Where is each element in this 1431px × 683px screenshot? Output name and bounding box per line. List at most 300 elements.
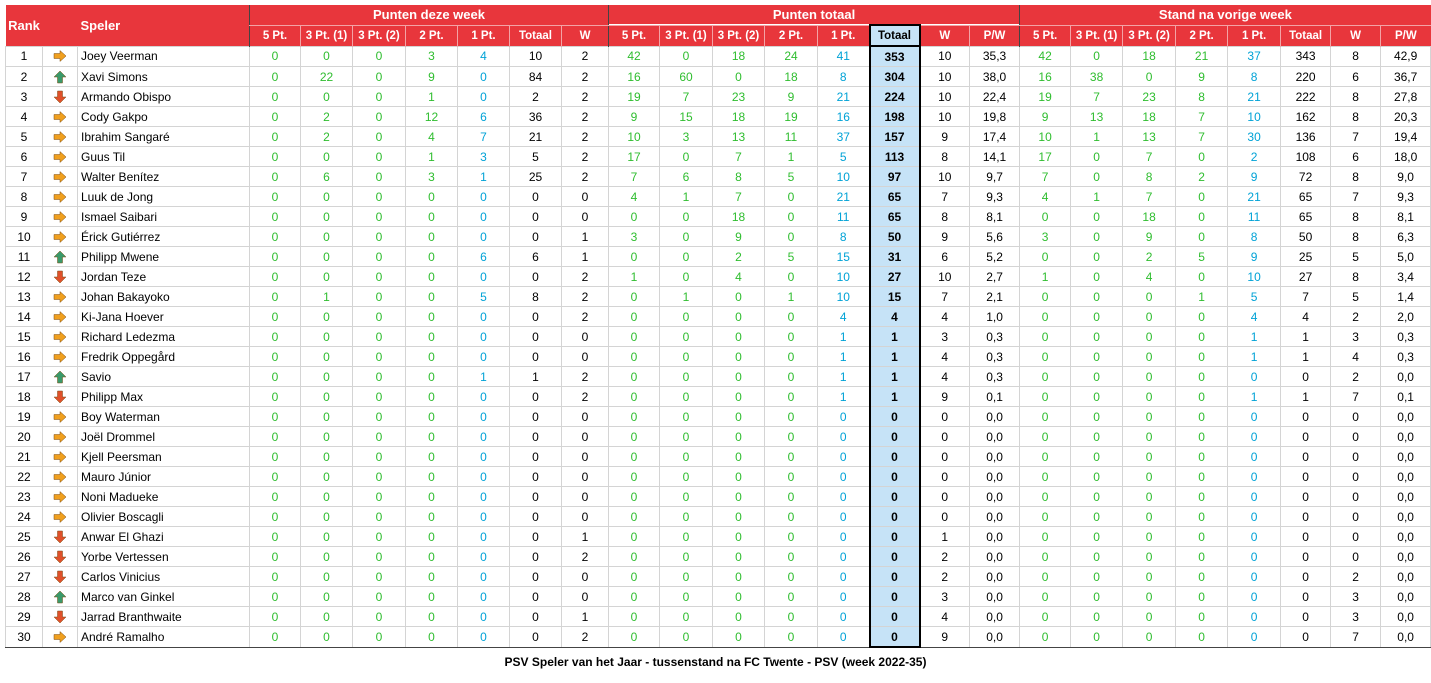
total-col-1[interactable]: 3 Pt. (1): [660, 25, 713, 46]
prev-cell: 42,9: [1381, 46, 1431, 67]
table-row[interactable]: [6, 587, 1431, 607]
total-col-4[interactable]: 1 Pt.: [818, 25, 870, 46]
week-cell: 0: [562, 327, 609, 347]
prev-cell: 9,3: [1381, 187, 1431, 207]
week-cell: 0: [562, 467, 609, 487]
prev-cell: 0: [1071, 407, 1123, 427]
prev-col-2[interactable]: 3 Pt. (2): [1123, 25, 1176, 46]
total-cell: 0: [713, 407, 765, 427]
total-cell: 0,0: [970, 607, 1020, 627]
prev-cell: 0,0: [1381, 607, 1431, 627]
total-cell: 0: [870, 407, 920, 427]
trend-same-arrow-icon: [43, 147, 78, 167]
total-cell: 0,0: [970, 427, 1020, 447]
total-cell: 0: [870, 587, 920, 607]
week-cell: 0: [562, 587, 609, 607]
week-cell: 0: [510, 527, 562, 547]
week-cell: 0: [458, 487, 510, 507]
prev-cell: 0: [1020, 607, 1071, 627]
prev-cell: 0: [1020, 587, 1071, 607]
week-cell: 0: [353, 627, 406, 648]
week-cell: 0: [406, 387, 458, 407]
total-cell: 3: [609, 227, 660, 247]
prev-cell: 17: [1020, 147, 1071, 167]
total-cell: 10: [920, 67, 970, 87]
rank-cell: 12: [6, 267, 43, 287]
rank-cell: 27: [6, 567, 43, 587]
total-cell: 0: [920, 407, 970, 427]
prev-cell: 13: [1123, 127, 1176, 147]
prev-cell: 0: [1228, 407, 1281, 427]
table-row[interactable]: [6, 107, 1431, 127]
total-cell: 0: [609, 567, 660, 587]
prev-col-4[interactable]: 1 Pt.: [1228, 25, 1281, 46]
prev-col-6[interactable]: W: [1331, 25, 1381, 46]
total-cell: 3: [920, 327, 970, 347]
prev-cell: 36,7: [1381, 67, 1431, 87]
total-cell: 7: [660, 87, 713, 107]
prev-cell: 0: [1281, 607, 1331, 627]
total-cell: 10: [920, 267, 970, 287]
prev-cell: 0: [1228, 627, 1281, 648]
prev-cell: 0: [1176, 347, 1228, 367]
week-cell: 2: [562, 267, 609, 287]
prev-cell: 0: [1176, 447, 1228, 467]
week-cell: 4: [458, 46, 510, 67]
week-cell: 10: [510, 46, 562, 67]
table-row[interactable]: [6, 407, 1431, 427]
week-cell: 0: [353, 387, 406, 407]
prev-cell: 5: [1331, 247, 1381, 267]
total-cell: 10: [818, 267, 870, 287]
week-cell: 0: [458, 187, 510, 207]
trend-same-arrow-icon: [43, 287, 78, 307]
total-col-3[interactable]: 2 Pt.: [765, 25, 818, 46]
week-cell: 0: [353, 107, 406, 127]
total-cell: 0: [660, 467, 713, 487]
prev-cell: 4: [1281, 307, 1331, 327]
trend-down-arrow-icon: [43, 527, 78, 547]
week-cell: 0: [510, 187, 562, 207]
week-cell: 0: [353, 487, 406, 507]
table-row[interactable]: [6, 87, 1431, 107]
table-row[interactable]: [6, 167, 1431, 187]
table-row[interactable]: [6, 567, 1431, 587]
prev-cell: 0: [1071, 227, 1123, 247]
prev-cell: 0: [1176, 387, 1228, 407]
prev-cell: 0: [1331, 467, 1381, 487]
total-cell: 2: [920, 567, 970, 587]
total-cell: 8: [818, 67, 870, 87]
week-cell: 7: [458, 127, 510, 147]
week-cell: 0: [353, 167, 406, 187]
week-cell: 6: [301, 167, 353, 187]
prev-cell: 0: [1071, 367, 1123, 387]
total-cell: 2: [920, 547, 970, 567]
total-col-2[interactable]: 3 Pt. (2): [713, 25, 765, 46]
trend-down-arrow-icon: [43, 387, 78, 407]
player-name: Cody Gakpo: [78, 107, 250, 127]
player-name: Érick Gutiérrez: [78, 227, 250, 247]
total-cell: 0,0: [970, 447, 1020, 467]
prev-cell: 10: [1020, 127, 1071, 147]
week-cell: 0: [510, 407, 562, 427]
table-row[interactable]: [6, 147, 1431, 167]
week-cell: 0: [458, 507, 510, 527]
total-cell: 0: [713, 467, 765, 487]
week-cell: 0: [406, 267, 458, 287]
sheet-caption: PSV Speler van het Jaar - tussenstand na FC Twente - PSV (week 2022-35): [504, 655, 927, 669]
rank-cell: 19: [6, 407, 43, 427]
player-name: Jarrad Branthwaite: [78, 607, 250, 627]
total-cell: 0,3: [970, 367, 1020, 387]
week-cell: 0: [510, 227, 562, 247]
week-cell: 0: [406, 507, 458, 527]
total-cell: 0: [765, 367, 818, 387]
table-row[interactable]: [6, 447, 1431, 467]
prev-cell: 21: [1228, 87, 1281, 107]
table-row[interactable]: [6, 247, 1431, 267]
prev-cell: 50: [1281, 227, 1331, 247]
total-cell: 8: [818, 227, 870, 247]
table-row[interactable]: [6, 487, 1431, 507]
prev-cell: 0,0: [1381, 447, 1431, 467]
week-cell: 0: [250, 347, 301, 367]
week-cell: 0: [458, 207, 510, 227]
prev-cell: 0: [1071, 607, 1123, 627]
table-row[interactable]: [6, 307, 1431, 327]
table-row[interactable]: [6, 347, 1431, 367]
week-cell: 0: [301, 387, 353, 407]
prev-cell: 0: [1281, 367, 1331, 387]
total-cell: 9: [920, 227, 970, 247]
total-cell: 0: [765, 267, 818, 287]
week-cell: 0: [510, 587, 562, 607]
week-cell: 0: [250, 547, 301, 567]
week-cell: 0: [353, 427, 406, 447]
total-cell: 7: [609, 167, 660, 187]
player-name: Anwar El Ghazi: [78, 527, 250, 547]
prev-cell: 0: [1331, 507, 1381, 527]
prev-cell: 25: [1281, 247, 1331, 267]
prev-cell: 0: [1176, 227, 1228, 247]
table-row[interactable]: [6, 207, 1431, 227]
total-cell: 0,0: [970, 487, 1020, 507]
week-cell: 2: [510, 87, 562, 107]
prev-cell: 343: [1281, 46, 1331, 67]
prev-cell: 6,3: [1381, 227, 1431, 247]
table-row[interactable]: [6, 327, 1431, 347]
total-cell: 9,3: [970, 187, 1020, 207]
prev-cell: 0: [1176, 607, 1228, 627]
prev-cell: 0: [1071, 147, 1123, 167]
prev-cell: 42: [1020, 46, 1071, 67]
week-cell: 0: [562, 447, 609, 467]
prev-cell: 0: [1176, 467, 1228, 487]
prev-cell: 0: [1123, 327, 1176, 347]
prev-cell: 8: [1331, 167, 1381, 187]
prev-cell: 16: [1020, 67, 1071, 87]
rank-cell: 6: [6, 147, 43, 167]
player-name: Noni Madueke: [78, 487, 250, 507]
prev-cell: 7: [1123, 187, 1176, 207]
prev-cell: 3: [1020, 227, 1071, 247]
total-cell: 9: [920, 127, 970, 147]
prev-cell: 0,0: [1381, 587, 1431, 607]
header-rank[interactable]: Rank: [6, 5, 43, 46]
trend-down-arrow-icon: [43, 547, 78, 567]
total-cell: 0: [713, 607, 765, 627]
prev-cell: 0: [1071, 167, 1123, 187]
total-cell: 0: [765, 407, 818, 427]
total-cell: 6: [660, 167, 713, 187]
rank-cell: 3: [6, 87, 43, 107]
prev-cell: 3: [1331, 607, 1381, 627]
week-col-2[interactable]: 3 Pt. (2): [353, 25, 406, 46]
total-cell: 4: [609, 187, 660, 207]
total-cell: 1: [660, 287, 713, 307]
prev-cell: 8: [1331, 107, 1381, 127]
table-row[interactable]: [6, 467, 1431, 487]
prev-cell: 6: [1331, 147, 1381, 167]
table-row[interactable]: [6, 427, 1431, 447]
table-row[interactable]: [6, 67, 1431, 87]
total-cell: 41: [818, 46, 870, 67]
prev-col-5[interactable]: Totaal: [1281, 25, 1331, 46]
prev-cell: 8: [1176, 87, 1228, 107]
total-col-6[interactable]: W: [920, 25, 970, 46]
rank-cell: 26: [6, 547, 43, 567]
total-cell: 0: [660, 307, 713, 327]
prev-cell: 8: [1331, 227, 1381, 247]
header-row-groups: [6, 5, 1431, 25]
week-cell: 0: [250, 447, 301, 467]
week-cell: 0: [250, 387, 301, 407]
total-cell: 0: [609, 387, 660, 407]
prev-cell: 0: [1020, 207, 1071, 227]
table-row[interactable]: [6, 46, 1431, 67]
week-cell: 6: [458, 247, 510, 267]
week-col-3[interactable]: 2 Pt.: [406, 25, 458, 46]
prev-cell: 11: [1228, 207, 1281, 227]
header-speler[interactable]: Speler: [78, 5, 250, 46]
total-cell: 0: [660, 487, 713, 507]
total-cell: 10: [818, 287, 870, 307]
total-cell: 1: [870, 387, 920, 407]
week-cell: 0: [250, 187, 301, 207]
prev-cell: 0: [1176, 307, 1228, 327]
total-cell: 0: [920, 487, 970, 507]
total-cell: 10: [920, 167, 970, 187]
week-cell: 1: [301, 287, 353, 307]
total-col-5[interactable]: Totaal: [870, 25, 920, 46]
total-cell: 0: [713, 347, 765, 367]
prev-cell: 0,0: [1381, 467, 1431, 487]
prev-cell: 0: [1331, 427, 1381, 447]
week-col-4[interactable]: 1 Pt.: [458, 25, 510, 46]
week-cell: 0: [250, 67, 301, 87]
table-row[interactable]: [6, 367, 1431, 387]
total-cell: 0: [818, 547, 870, 567]
week-cell: 0: [301, 367, 353, 387]
prev-cell: 1: [1020, 267, 1071, 287]
total-cell: 157: [870, 127, 920, 147]
prev-col-1[interactable]: 3 Pt. (1): [1071, 25, 1123, 46]
week-cell: 0: [301, 207, 353, 227]
week-cell: 1: [406, 147, 458, 167]
week-cell: 1: [458, 167, 510, 187]
week-cell: 0: [562, 207, 609, 227]
prev-cell: 0: [1020, 567, 1071, 587]
week-cell: 22: [301, 67, 353, 87]
trend-same-arrow-icon: [43, 327, 78, 347]
table-row[interactable]: [6, 607, 1431, 627]
prev-col-7[interactable]: P/W: [1381, 25, 1431, 46]
week-cell: 0: [353, 247, 406, 267]
prev-cell: 2: [1176, 167, 1228, 187]
prev-cell: 10: [1228, 107, 1281, 127]
week-cell: 1: [562, 527, 609, 547]
week-col-1[interactable]: 3 Pt. (1): [301, 25, 353, 46]
prev-cell: 0: [1331, 487, 1381, 507]
prev-cell: 18: [1123, 46, 1176, 67]
prev-cell: 222: [1281, 87, 1331, 107]
total-cell: 0: [713, 427, 765, 447]
rank-cell: 18: [6, 387, 43, 407]
week-cell: 0: [562, 347, 609, 367]
prev-cell: 0: [1281, 507, 1331, 527]
week-col-6[interactable]: W: [562, 25, 609, 46]
prev-cell: 37: [1228, 46, 1281, 67]
week-cell: 0: [406, 407, 458, 427]
week-cell: 2: [562, 127, 609, 147]
total-cell: 10: [818, 167, 870, 187]
week-cell: 0: [562, 427, 609, 447]
total-cell: 1: [870, 367, 920, 387]
prev-cell: 0,3: [1381, 347, 1431, 367]
prev-cell: 38: [1071, 67, 1123, 87]
total-col-0[interactable]: 5 Pt.: [609, 25, 660, 46]
week-cell: 0: [301, 587, 353, 607]
table-row[interactable]: [6, 187, 1431, 207]
total-cell: 0: [609, 447, 660, 467]
rank-cell: 23: [6, 487, 43, 507]
total-cell: 0: [609, 287, 660, 307]
total-cell: 0: [660, 387, 713, 407]
total-cell: 0: [765, 387, 818, 407]
prev-cell: 7: [1176, 127, 1228, 147]
week-cell: 0: [301, 347, 353, 367]
week-cell: 0: [250, 267, 301, 287]
prev-cell: 0: [1071, 46, 1123, 67]
table-row[interactable]: [6, 387, 1431, 407]
total-cell: 113: [870, 147, 920, 167]
total-cell: 0: [609, 307, 660, 327]
total-cell: 0: [713, 447, 765, 467]
rank-cell: 15: [6, 327, 43, 347]
total-cell: 0: [609, 627, 660, 648]
prev-cell: 0: [1176, 427, 1228, 447]
total-cell: 0,0: [970, 547, 1020, 567]
prev-col-3[interactable]: 2 Pt.: [1176, 25, 1228, 46]
prev-cell: 0: [1020, 327, 1071, 347]
prev-cell: 21: [1228, 187, 1281, 207]
table-row[interactable]: [6, 547, 1431, 567]
week-cell: 2: [562, 87, 609, 107]
prev-cell: 5: [1228, 287, 1281, 307]
table-row[interactable]: [6, 507, 1431, 527]
total-cell: 23: [713, 87, 765, 107]
week-cell: 0: [301, 627, 353, 648]
week-cell: 0: [510, 467, 562, 487]
week-cell: 2: [562, 547, 609, 567]
prev-cell: 0: [1331, 547, 1381, 567]
total-cell: 5: [765, 247, 818, 267]
table-row[interactable]: [6, 227, 1431, 247]
trend-same-arrow-icon: [43, 187, 78, 207]
week-cell: 0: [353, 267, 406, 287]
table-row[interactable]: [6, 527, 1431, 547]
trend-same-arrow-icon: [43, 507, 78, 527]
prev-cell: 0: [1123, 347, 1176, 367]
table-row[interactable]: [6, 267, 1431, 287]
week-cell: 0: [301, 407, 353, 427]
table-row[interactable]: [6, 287, 1431, 307]
total-cell: 37: [818, 127, 870, 147]
total-cell: 0,3: [970, 327, 1020, 347]
total-cell: 0: [660, 587, 713, 607]
total-cell: 0: [609, 487, 660, 507]
prev-cell: 0: [1123, 567, 1176, 587]
total-cell: 1: [920, 527, 970, 547]
total-cell: 0: [660, 607, 713, 627]
total-cell: 7: [713, 187, 765, 207]
prev-cell: 5: [1176, 247, 1228, 267]
total-cell: 0: [713, 327, 765, 347]
week-cell: 0: [458, 587, 510, 607]
week-cell: 0: [353, 467, 406, 487]
prev-cell: 0: [1228, 607, 1281, 627]
week-cell: 36: [510, 107, 562, 127]
prev-col-0[interactable]: 5 Pt.: [1020, 25, 1071, 46]
total-cell: 3: [660, 127, 713, 147]
total-col-7[interactable]: P/W: [970, 25, 1020, 46]
total-cell: 9: [765, 87, 818, 107]
prev-cell: 162: [1281, 107, 1331, 127]
player-name: Savio: [78, 367, 250, 387]
week-col-0[interactable]: 5 Pt.: [250, 25, 301, 46]
total-cell: 10: [609, 127, 660, 147]
prev-cell: 8,1: [1381, 207, 1431, 227]
total-cell: 0: [765, 527, 818, 547]
week-col-5[interactable]: Totaal: [510, 25, 562, 46]
total-cell: 11: [765, 127, 818, 147]
total-cell: 0: [713, 307, 765, 327]
total-cell: 0: [765, 427, 818, 447]
trend-same-arrow-icon: [43, 467, 78, 487]
table-row[interactable]: [6, 627, 1431, 648]
table-row[interactable]: [6, 127, 1431, 147]
total-cell: 0: [920, 427, 970, 447]
week-cell: 2: [562, 287, 609, 307]
total-cell: 13: [713, 127, 765, 147]
week-cell: 0: [301, 87, 353, 107]
rank-cell: 8: [6, 187, 43, 207]
prev-cell: 1: [1176, 287, 1228, 307]
week-cell: 0: [353, 527, 406, 547]
total-cell: 18: [713, 207, 765, 227]
week-cell: 0: [250, 607, 301, 627]
